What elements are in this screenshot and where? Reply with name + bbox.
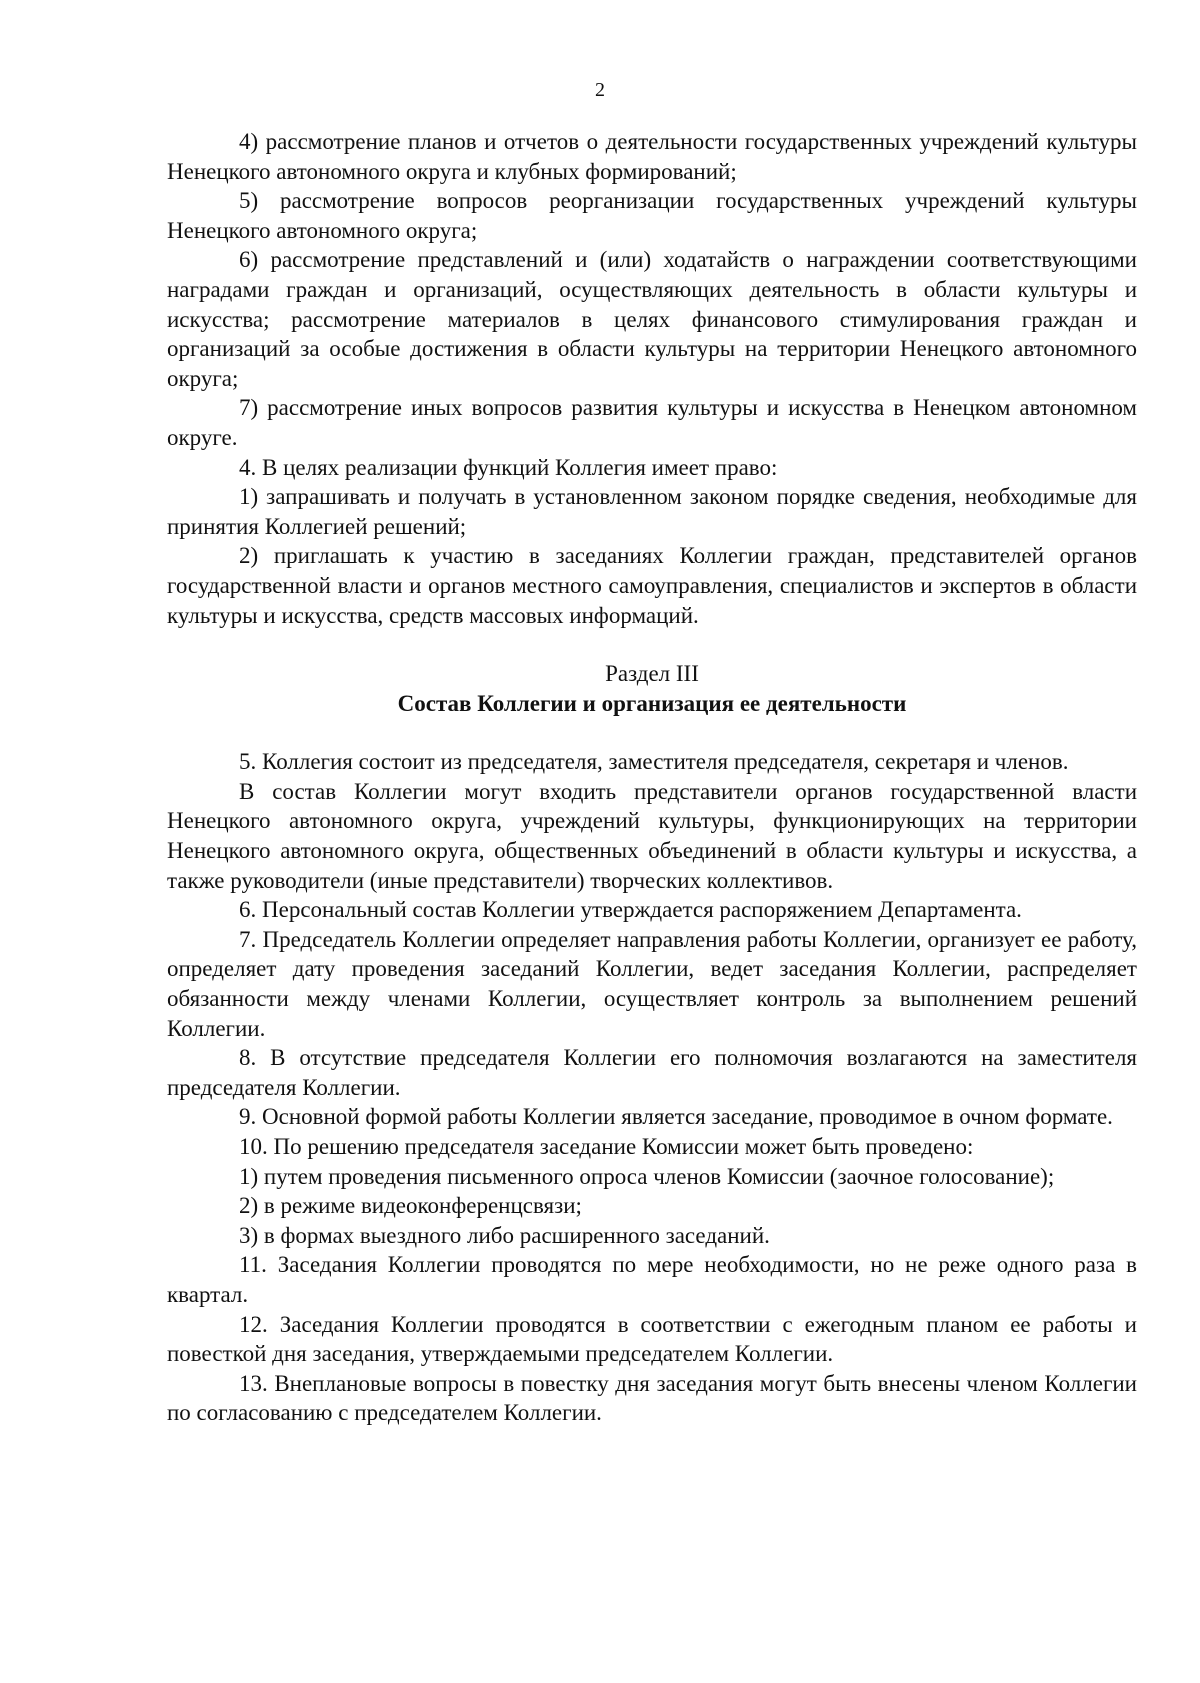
paragraph: В состав Коллегии могут входить представители органов государственной власти Ненецкого автономного округа, учреждений культуры, функционирующих на территории Ненецкого автономного округа, общественных объединений в области культуры и искусства, а также руководители (иные представители) творческих коллективов. [167, 778, 1137, 893]
section-label: Раздел III [605, 661, 699, 687]
paragraph: 1) путем проведения письменного опроса членов Комиссии (заочное голосование); [239, 1163, 1055, 1189]
paragraph: 7) рассмотрение иных вопросов развития культуры и искусства в Ненецком автономном округе. [167, 395, 1137, 450]
paragraph: 4. В целях реализации функций Коллегия имеет право: [239, 454, 778, 480]
paragraph: 9. Основной формой работы Коллегии является заседание, проводимое в очном формате. [239, 1104, 1113, 1130]
section-title: Состав Коллегии и организация ее деятельности [397, 690, 907, 716]
paragraph: 6) рассмотрение представлений и (или) ходатайств о награждении соответствующими наградами граждан и организаций, осуществляющих деятельность в области культуры и искусства; рассмотрение материалов в целях финансового стимулирования граждан и организаций за особые достижения в области культуры на территории Ненецкого автономного округа; [167, 247, 1137, 391]
paragraph: 1) запрашивать и получать в установленном законом порядке сведения, необходимые для принятия Коллегией решений; [167, 484, 1137, 539]
document-body [167, 127, 1137, 1428]
paragraph: 3) в формах выездного либо расширенного заседаний. [239, 1222, 770, 1248]
paragraph: 5. Коллегия состоит из председателя, заместителя председателя, секретаря и членов. [239, 749, 1069, 775]
paragraph: 13. Внеплановые вопросы в повестку дня заседания могут быть внесены членом Коллегии по согласованию с председателем Коллегии. [167, 1370, 1137, 1426]
paragraph: 6. Персональный состав Коллегии утверждается распоряжением Департамента. [239, 897, 1022, 923]
page-number: 2 [595, 79, 605, 101]
section-spacer [167, 630, 1137, 659]
paragraph: 12. Заседания Коллегии проводятся в соответствии с ежегодным планом ее работы и повесткой дня заседания, утверждаемыми председателем Коллегии. [167, 1311, 1137, 1367]
paragraph: 11. Заседания Коллегии проводятся по мере необходимости, но не реже одного раза в квартал. [167, 1252, 1137, 1307]
paragraph: 8. В отсутствие председателя Коллегии его полномочия возлагаются на заместителя председателя Коллегии. [167, 1045, 1137, 1100]
paragraph: 2) в режиме видеоконференцсвязи; [239, 1193, 582, 1219]
paragraph: 7. Председатель Коллегии определяет направления работы Коллегии, организует ее работу, определяет дату проведения заседаний Коллегии, ведет заседания Коллегии, распределяет обязанности между членами Коллегии, осуществляет контроль за выполнением решений Коллегии. [167, 926, 1137, 1041]
paragraph: 10. По решению председателя заседание Комиссии может быть проведено: [239, 1134, 974, 1159]
paragraph: 5) рассмотрение вопросов реорганизации государственных учреждений культуры Ненецкого автономного округа; [167, 188, 1137, 243]
paragraph: 4) рассмотрение планов и отчетов о деятельности государственных учреждений культуры Ненецкого автономного округа и клубных формирований; [167, 129, 1137, 184]
paragraph: 2) приглашать к участию в заседаниях Коллегии граждан, представителей органов государственной власти и органов местного самоуправления, специалистов и экспертов в области культуры и искусства, средств массовых информаций. [167, 543, 1137, 628]
section-spacer [167, 718, 1137, 747]
